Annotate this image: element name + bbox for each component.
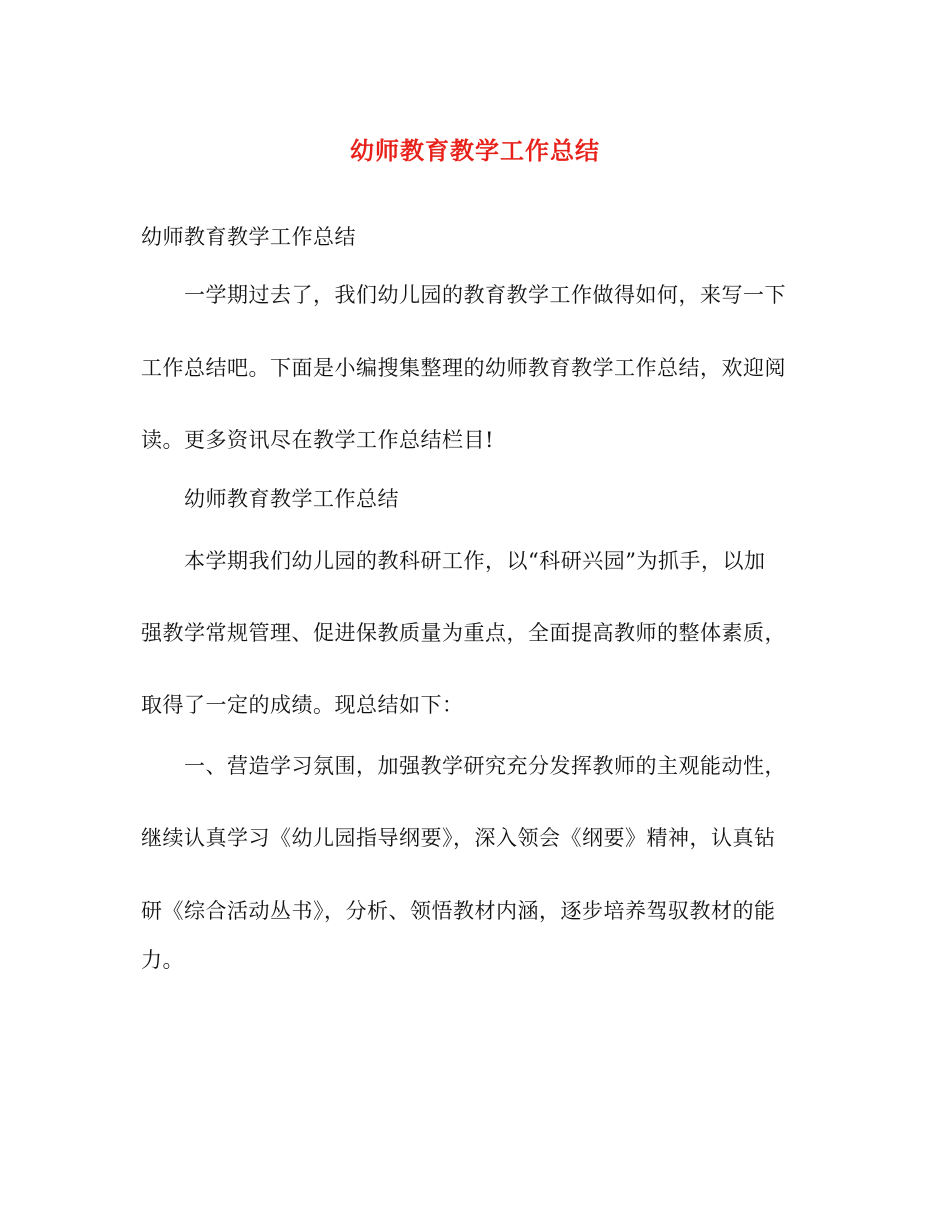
document-title: 幼师教育教学工作总结 [350,136,600,165]
text-line: 研《综合活动丛书》，分析、领悟教材内涵，逐步培养驾驭教材的能 [141,899,776,923]
text-line: 本学期我们幼儿园的教科研工作，以“科研兴园”为抓手，以加 [184,549,766,573]
text-line: 读。更多资讯尽在教学工作总结栏目! [141,428,494,452]
text-line: 一学期过去了，我们幼儿园的教育教学工作做得如何，来写一下 [184,283,786,307]
text-line: 取得了一定的成绩。现总结如下： [141,693,464,717]
text-line: 强教学常规管理、促进保教质量为重点，全面提高教师的整体素质， [141,621,786,645]
text-line: 工作总结吧。下面是小编搜集整理的幼师教育教学工作总结，欢迎阅 [141,356,786,380]
text-line: 一、营造学习氛围，加强教学研究充分发挥教师的主观能动性， [184,754,786,778]
text-line: 力。 [141,948,184,972]
text-line: 幼师教育教学工作总结 [184,487,399,511]
text-line: 幼师教育教学工作总结 [141,225,356,249]
text-line: 继续认真学习《幼儿园指导纲要》，深入领会《纲要》精神，认真钻 [141,826,776,850]
